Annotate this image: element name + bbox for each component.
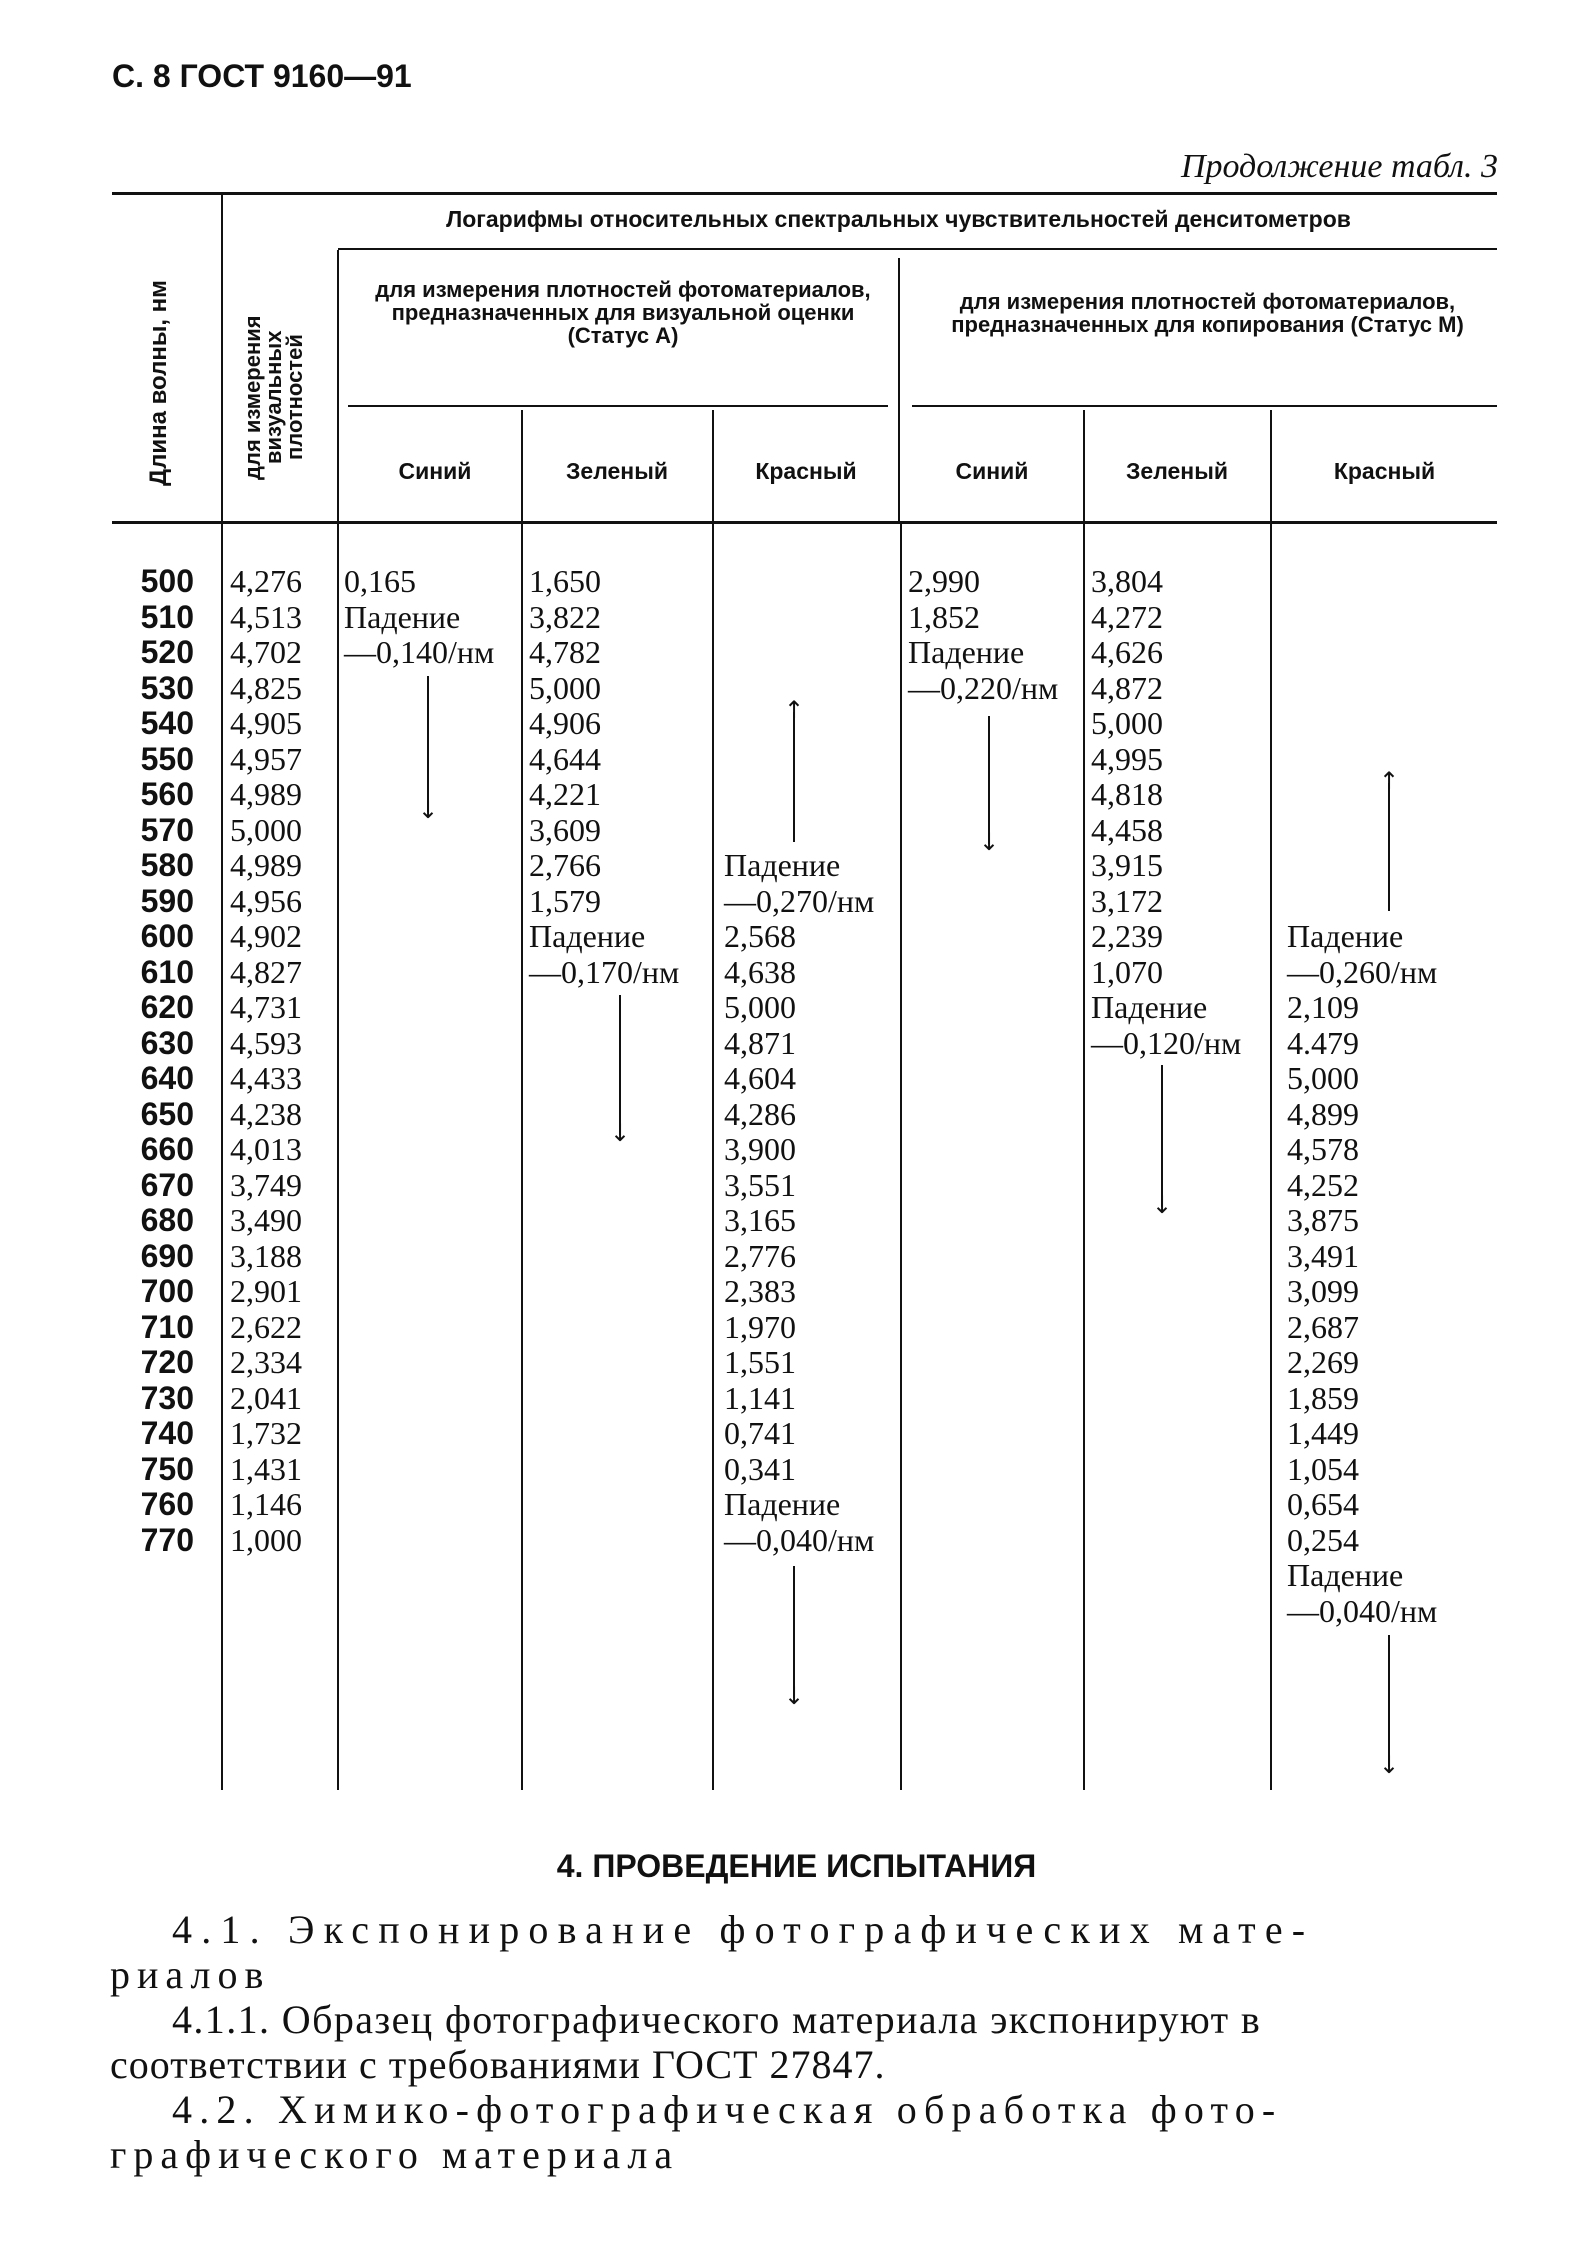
table-cell: 4,989: [230, 847, 302, 883]
table-cell: 690: [140, 1237, 194, 1274]
table-cell: 4,221: [529, 776, 601, 812]
paragraph-4-2-line-1: 4.2. Химико-фотографическая обработка фото-: [172, 2087, 1283, 2132]
table-cell: 550: [140, 740, 194, 777]
table-cell: 2,990: [908, 563, 980, 599]
table-cell: 610: [140, 953, 194, 990]
table-cell: Падение: [1287, 918, 1404, 954]
table-cell: 4,989: [230, 776, 302, 812]
status-a-header: для измерения плотностей фотоматериалов, предназначенных для визуальной оценки (Статус А): [375, 277, 871, 348]
table-cell: 1,970: [724, 1308, 796, 1345]
arrow-down-icon: ↓: [784, 1682, 805, 1710]
table-cell: 4,644: [529, 740, 601, 777]
table-cell: 1,551: [724, 1344, 796, 1380]
subheader-m-red: Красный: [1333, 458, 1436, 484]
table-cell: 4,782: [529, 634, 601, 670]
arrow-down-m-red: [1379, 1635, 1400, 1779]
arrow-down-a-green: [610, 995, 631, 1147]
table-cell: 750: [140, 1450, 194, 1487]
table-cell: 4,957: [230, 740, 302, 777]
table-cell: —0,220/нм: [908, 669, 1059, 706]
table-cell: 2,109: [1287, 989, 1359, 1025]
table-cell: 4,513: [230, 598, 302, 635]
table-cell: 3,490: [230, 1202, 302, 1238]
table-cell: 4,906: [529, 705, 601, 741]
table-cell: 3,099: [1287, 1273, 1359, 1309]
status-m-header: для измерения плотностей фотоматериалов, предназначенных для копирования (Статус М): [951, 289, 1464, 337]
table-cell: 4,593: [230, 1024, 302, 1061]
subheader-a-blue: Синий: [398, 458, 472, 484]
table-cell: 4,872: [1091, 669, 1163, 706]
table-cell: 580: [140, 847, 194, 883]
table-cell: 4.479: [1287, 1024, 1359, 1061]
header-rule-status-m: [912, 405, 1497, 407]
table-cell: 4,604: [724, 1060, 796, 1096]
table-top-rule: [112, 192, 1497, 195]
arrow-down-a-red: [784, 1566, 805, 1710]
table-cell: 5,000: [529, 669, 601, 706]
column-divider: [221, 524, 223, 1790]
paragraph-4-1-1-line-1: 4.1.1. Образец фотографического материала экспонируют в: [172, 1997, 1262, 2042]
table-cell: 4,825: [230, 669, 302, 706]
table-cell: 1,579: [529, 882, 601, 919]
table-cell: 0,341: [724, 1450, 796, 1487]
table-cell: 4,433: [230, 1060, 302, 1096]
table-cell: 4,731: [230, 989, 302, 1025]
table-cell: 4,013: [230, 1131, 302, 1167]
table-cell: —0,040/нм: [724, 1521, 875, 1558]
table-cell: 2,687: [1287, 1308, 1359, 1345]
wavelength-column: [128, 564, 194, 1558]
arrow-down-icon: ↓: [979, 828, 1000, 856]
subheader-m-blue: Синий: [955, 458, 1029, 484]
table-cell: 4,286: [724, 1095, 796, 1132]
table-cell: 1,070: [1091, 953, 1163, 990]
table-cell: 4,578: [1287, 1131, 1359, 1167]
table-cell: 1,000: [230, 1521, 302, 1558]
table-cell: 0,165: [344, 563, 416, 599]
table-cell: 730: [140, 1379, 194, 1416]
table-cell: Падение: [1287, 1557, 1404, 1593]
table-cell: 510: [140, 598, 194, 635]
table-cell: 770: [140, 1521, 194, 1558]
subheader-m-green: Зеленый: [1126, 458, 1228, 484]
column-divider: [1270, 524, 1272, 1790]
table-cell: 1,449: [1287, 1415, 1359, 1451]
status-m-red-column: [1287, 919, 1437, 1629]
header-divider: [221, 195, 223, 521]
header-rule-1: [338, 248, 1497, 250]
table-cell: 5,000: [230, 811, 302, 848]
table-cell: 3,188: [230, 1237, 302, 1274]
page-header: С. 8 ГОСТ 9160—91: [112, 58, 412, 94]
table-cell: 4,995: [1091, 740, 1163, 777]
column-divider: [1083, 524, 1085, 1790]
table-main-header: Логарифмы относительных спектральных чувствительностей денситометров: [446, 206, 1351, 232]
table-cell: Падение: [724, 847, 841, 883]
paragraph-4-2-line-2: графического материала: [110, 2132, 680, 2177]
table-cell: —0,140/нм: [344, 634, 495, 670]
column-divider: [712, 524, 714, 1790]
table-cell: 4,638: [724, 953, 796, 990]
table-cell: 3,804: [1091, 563, 1163, 599]
status-a-blue-column: [344, 564, 494, 671]
arrow-up-m-red: [1379, 767, 1400, 911]
table-cell: 4,252: [1287, 1166, 1359, 1203]
table-cell: 1,146: [230, 1486, 302, 1522]
column-divider: [337, 524, 339, 1790]
table-cell: Падение: [908, 634, 1025, 670]
table-cell: 2,041: [230, 1379, 302, 1416]
table-cell: 4,956: [230, 882, 302, 919]
table-cell: 5,000: [1287, 1060, 1359, 1096]
table-cell: 760: [140, 1486, 194, 1522]
table-cell: 3,900: [724, 1131, 796, 1167]
table-cell: 520: [140, 634, 194, 670]
table-cell: 1,650: [529, 563, 601, 599]
table-cell: 560: [140, 776, 194, 812]
table-cell: 2,901: [230, 1273, 302, 1309]
table-cell: 4,702: [230, 634, 302, 670]
status-a-red-column: [724, 848, 874, 1558]
section-title: 4. ПРОВЕДЕНИЕ ИСПЫТАНИЯ: [556, 1848, 1037, 1884]
table-cell: 3,491: [1287, 1237, 1359, 1274]
arrow-down-m-green: [1152, 1065, 1173, 1219]
table-cell: 4,626: [1091, 634, 1163, 670]
arrow-up-icon: ↑: [1379, 767, 1400, 795]
table-cell: 500: [140, 563, 194, 599]
table-cell: 2,383: [724, 1273, 796, 1309]
table-cell: —0,270/нм: [724, 882, 875, 919]
wavelength-header: Длина волны, нм: [145, 280, 172, 486]
table-cell: 590: [140, 882, 194, 919]
table-cell: 0,741: [724, 1415, 796, 1451]
table-cell: Падение: [1091, 989, 1208, 1025]
paragraph-4-1-line-2: риалов: [110, 1952, 271, 1997]
arrow-down-icon: ↓: [1152, 1191, 1173, 1219]
paragraph-4-1-line-1: 4.1. Экспонирование фотографических мате-: [172, 1907, 1315, 1952]
table-cell: 4,458: [1091, 811, 1163, 848]
table-cell: 0,654: [1287, 1486, 1359, 1522]
column-divider: [521, 524, 523, 1790]
header-rule-status-a: [348, 405, 888, 407]
status-a-green-column: [529, 564, 679, 990]
table-cell: 2,239: [1091, 918, 1163, 954]
arrow-down-icon: ↓: [1379, 1751, 1400, 1779]
table-cell: 660: [140, 1131, 194, 1167]
table-cell: 540: [140, 705, 194, 741]
table-cell: 4,871: [724, 1024, 796, 1061]
table-cell: 2,568: [724, 918, 796, 954]
table-cell: 630: [140, 1024, 194, 1061]
table-cell: 3,609: [529, 811, 601, 848]
table-continuation-label: Продолжение табл. 3: [1180, 148, 1498, 185]
table-cell: 5,000: [1091, 705, 1163, 741]
table-cell: —0,260/нм: [1287, 953, 1438, 990]
header-divider: [337, 250, 339, 521]
table-cell: 670: [140, 1166, 194, 1203]
table-cell: 1,859: [1287, 1379, 1359, 1416]
header-divider: [898, 258, 900, 521]
table-cell: 600: [140, 918, 194, 954]
table-cell: 700: [140, 1273, 194, 1309]
arrow-up-icon: ↑: [784, 696, 805, 724]
header-bottom-rule: [112, 521, 1497, 524]
table-cell: 4,818: [1091, 776, 1163, 812]
table-cell: 3,875: [1287, 1202, 1359, 1238]
table-cell: 4,902: [230, 918, 302, 954]
subheader-a-green: Зеленый: [566, 458, 668, 484]
arrow-down-icon: ↓: [418, 796, 439, 824]
table-cell: 620: [140, 989, 194, 1025]
visual-density-header: для измерения визуальных плотностей: [240, 315, 307, 480]
arrow-up-a-red: [784, 696, 805, 842]
arrow-down-icon: ↓: [610, 1119, 631, 1147]
table-cell: 3,749: [230, 1166, 302, 1203]
table-cell: 3,172: [1091, 882, 1163, 919]
table-cell: Падение: [724, 1486, 841, 1522]
table-cell: 3,822: [529, 598, 601, 635]
table-cell: 2,766: [529, 847, 601, 883]
table-cell: 4,905: [230, 705, 302, 741]
table-cell: 1,852: [908, 598, 980, 635]
table-cell: 4,238: [230, 1095, 302, 1132]
table-cell: 4,272: [1091, 598, 1163, 635]
status-m-green-column: [1091, 564, 1241, 1061]
table-cell: 0,254: [1287, 1521, 1359, 1558]
table-cell: 3,165: [724, 1202, 796, 1238]
table-cell: 720: [140, 1344, 194, 1380]
column-divider: [900, 524, 902, 1790]
table-cell: 5,000: [724, 989, 796, 1025]
table-cell: 4,899: [1287, 1095, 1359, 1132]
table-cell: Падение: [344, 598, 461, 635]
table-cell: 650: [140, 1095, 194, 1132]
visual-column: [230, 564, 302, 1558]
table-cell: —0,170/нм: [529, 953, 680, 990]
table-cell: 2,334: [230, 1344, 302, 1380]
arrow-down-m-blue: [979, 716, 1000, 856]
table-cell: 640: [140, 1060, 194, 1096]
status-m-blue-column: [908, 564, 1058, 706]
table-cell: 740: [140, 1415, 194, 1451]
table-cell: 710: [140, 1308, 194, 1345]
table-cell: 680: [140, 1202, 194, 1238]
table-cell: 3,915: [1091, 847, 1163, 883]
arrow-down-a-blue: [418, 676, 439, 824]
table-cell: Падение: [529, 918, 646, 954]
table-cell: —0,120/нм: [1091, 1024, 1242, 1061]
paragraph-4-1-1-line-2: соответствии с требованиями ГОСТ 27847.: [110, 2042, 886, 2087]
table-cell: 1,141: [724, 1379, 796, 1416]
subheader-a-red: Красный: [755, 458, 857, 484]
table-cell: 1,431: [230, 1450, 302, 1487]
table-cell: 2,776: [724, 1237, 796, 1274]
table-cell: 4,276: [230, 563, 302, 599]
table-cell: 2,269: [1287, 1344, 1359, 1380]
table-cell: 570: [140, 811, 194, 848]
table-cell: —0,040/нм: [1287, 1592, 1438, 1629]
table-cell: 530: [140, 669, 194, 706]
table-cell: 1,732: [230, 1415, 302, 1451]
table-cell: 2,622: [230, 1308, 302, 1345]
table-cell: 4,827: [230, 953, 302, 990]
table-cell: 1,054: [1287, 1450, 1359, 1487]
table-cell: 3,551: [724, 1166, 796, 1203]
